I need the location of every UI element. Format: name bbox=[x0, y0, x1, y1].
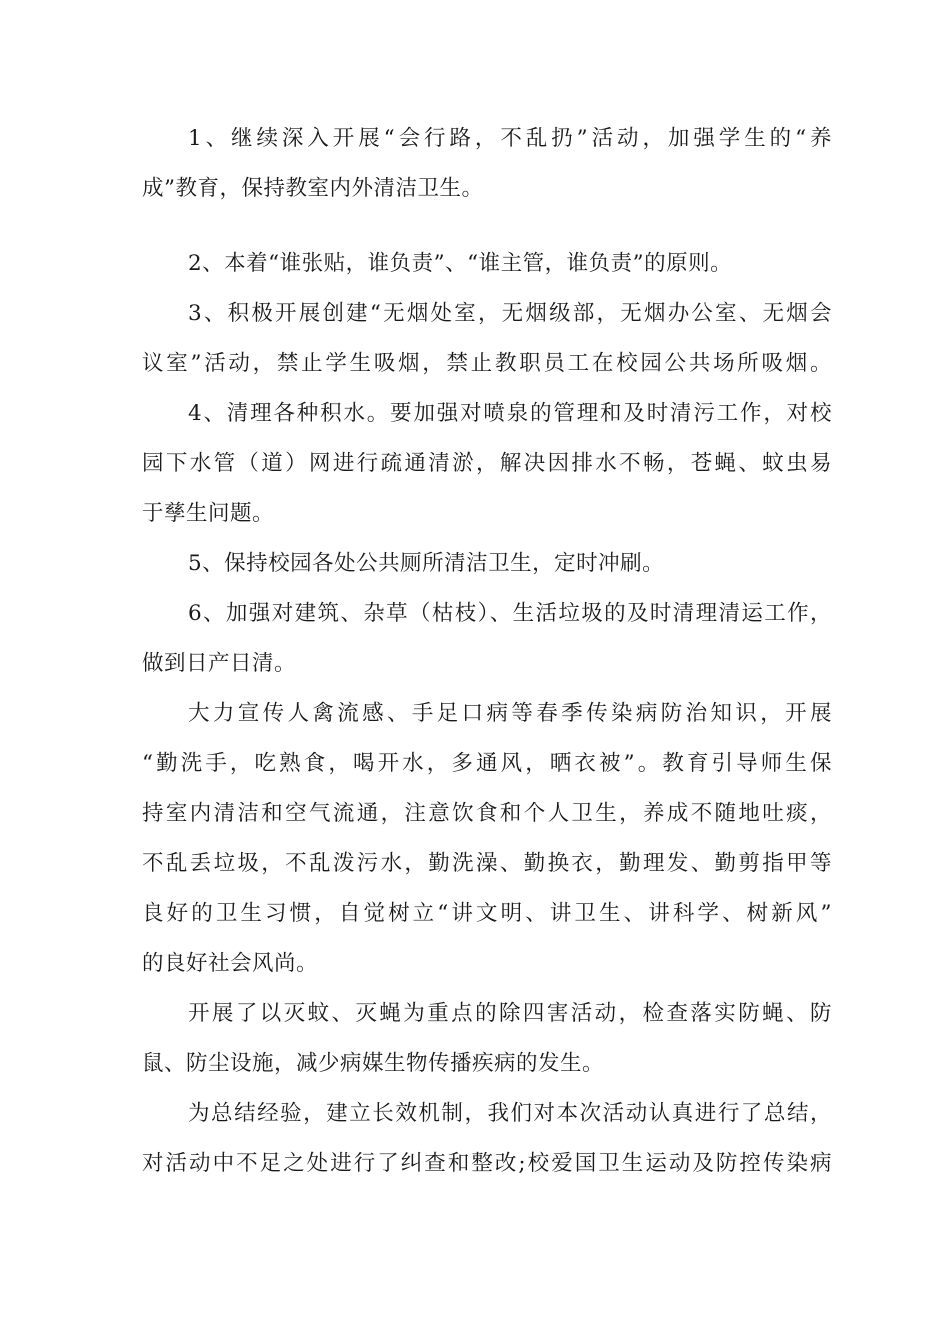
paragraph-6 bbox=[142, 589, 832, 689]
paragraph-line: 于孳生问题。 bbox=[142, 501, 275, 526]
paragraph-3 bbox=[142, 289, 832, 389]
paragraph-7 bbox=[142, 689, 832, 989]
paragraph-line: 成”教育，保持教室内外清洁卫生。 bbox=[142, 176, 484, 201]
paragraph-5 bbox=[142, 539, 832, 589]
paragraph-line: 为总结经验，建立长效机制，我们对本次活动认真进行了总结， bbox=[188, 1101, 832, 1126]
paragraph-line: 4、清理各种积水。要加强对喷泉的管理和及时清污工作，对校 bbox=[188, 401, 832, 426]
paragraph-line: 5、保持校园各处公共厕所清洁卫生，定时冲刷。 bbox=[188, 551, 665, 576]
paragraph-line: 鼠、防尘设施，减少病媒生物传播疾病的发生。 bbox=[142, 1051, 605, 1076]
paragraph-line: 开展了以灭蚊、灭蝇为重点的除四害活动，检查落实防蝇、防 bbox=[188, 1001, 832, 1026]
paragraph-8 bbox=[142, 989, 832, 1089]
paragraph-line: “勤洗手，吃熟食，喝开水，多通风，晒衣被”。教育引导师生保 bbox=[142, 751, 832, 776]
paragraph-line: 3、积极开展创建“无烟处室，无烟级部，无烟办公室、无烟会 bbox=[188, 301, 832, 326]
paragraph-line: 不乱丢垃圾，不乱泼污水，勤洗澡、勤换衣，勤理发、勤剪指甲等 bbox=[142, 851, 832, 876]
paragraph-line: 做到日产日清。 bbox=[142, 651, 297, 676]
paragraph-line: 6、加强对建筑、杂草（枯枝）、生活垃圾的及时清理清运工作， bbox=[188, 601, 832, 626]
paragraph-line: 大力宣传人禽流感、手足口病等春季传染病防治知识，开展 bbox=[188, 701, 832, 726]
paragraph-line: 持室内清洁和空气流通，注意饮食和个人卫生，养成不随地吐痰， bbox=[142, 801, 832, 826]
paragraph-line: 1、继续深入开展“会行路，不乱扔”活动，加强学生的“养 bbox=[188, 126, 832, 151]
paragraph-2 bbox=[142, 239, 832, 289]
paragraph-line: 园下水管（道）网进行疏通清淤，解决因排水不畅，苍蝇、蚊虫易 bbox=[142, 451, 832, 476]
paragraph-line: 良好的卫生习惯，自觉树立“讲文明、讲卫生、讲科学、树新风” bbox=[142, 901, 832, 926]
paragraph-4 bbox=[142, 389, 832, 539]
paragraph-1 bbox=[142, 114, 832, 214]
paragraph-line: 2、本着“谁张贴，谁负责”、“谁主管，谁负责”的原则。 bbox=[188, 251, 733, 276]
paragraph-line: 的良好社会风尚。 bbox=[142, 951, 319, 976]
paragraph-line: 对活动中不足之处进行了纠查和整改;校爱国卫生运动及防控传染病 bbox=[142, 1151, 832, 1176]
paragraph-line: 议室”活动，禁止学生吸烟，禁止教职员工在校园公共场所吸烟。 bbox=[142, 351, 832, 376]
paragraph-9 bbox=[142, 1089, 832, 1189]
